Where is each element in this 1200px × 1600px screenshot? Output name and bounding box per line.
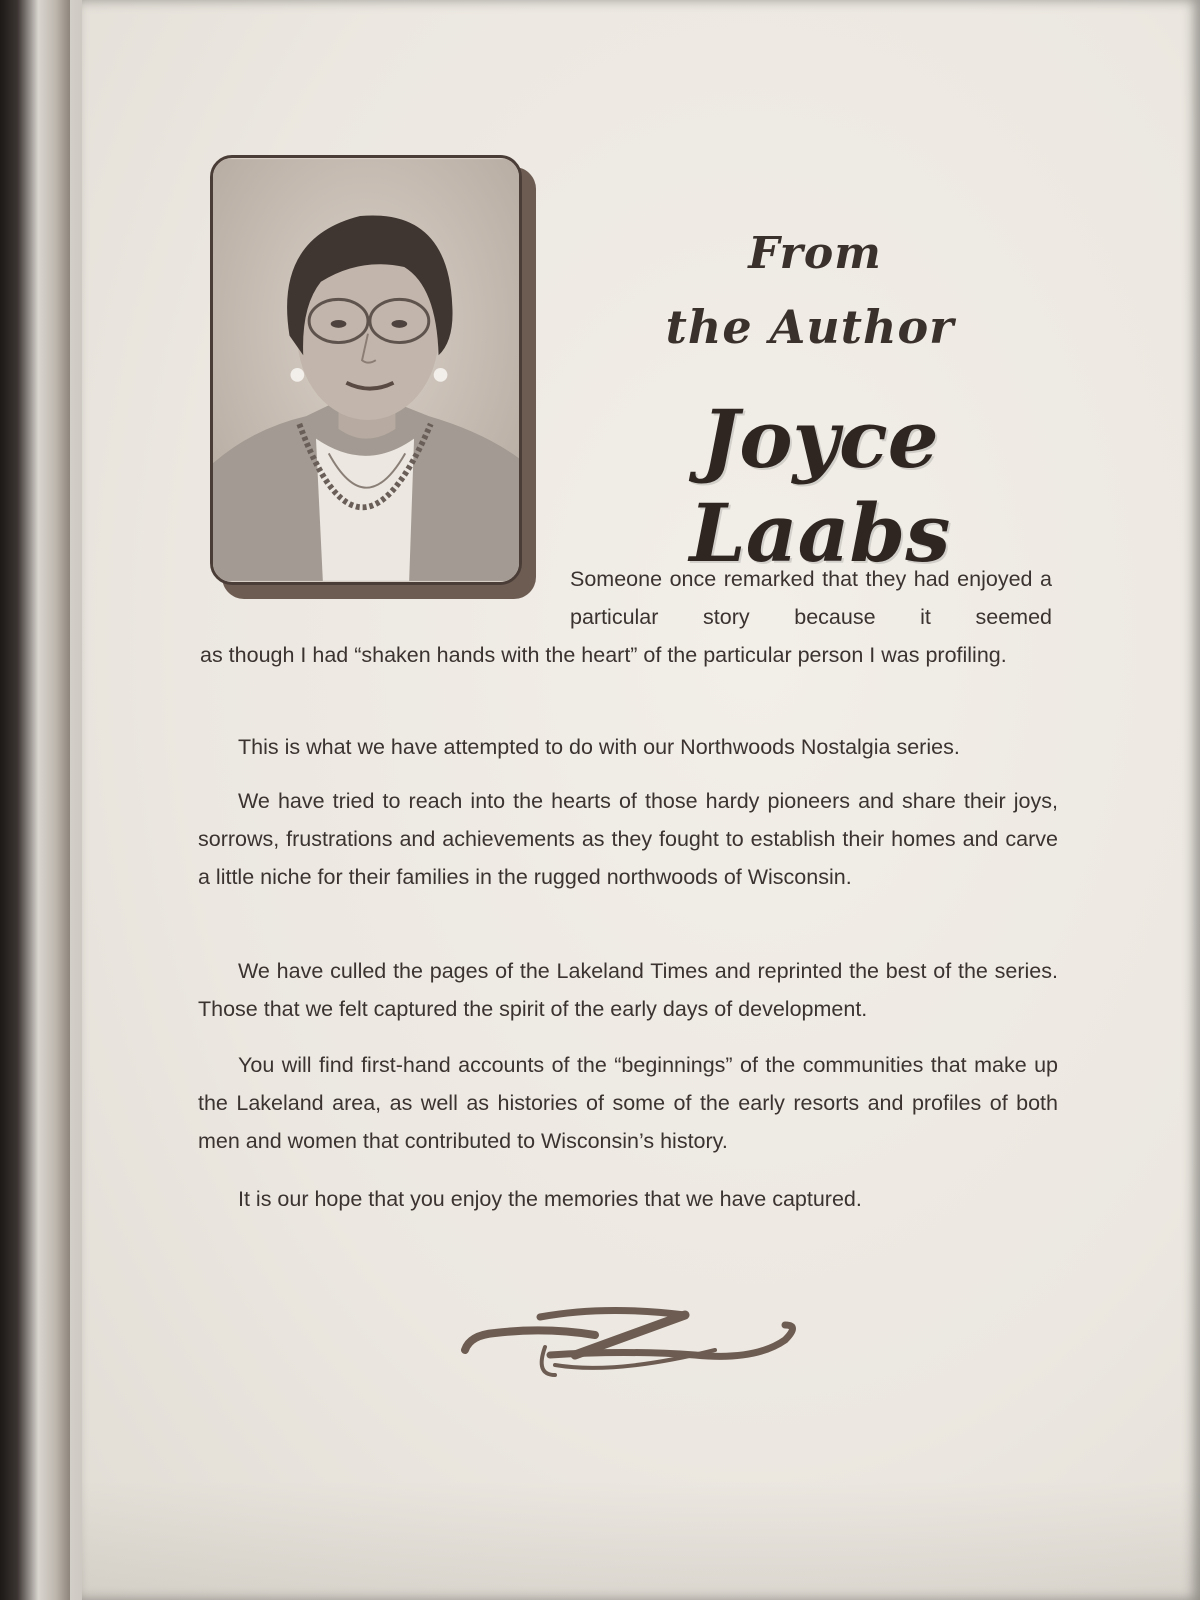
heading-from: From bbox=[748, 228, 882, 279]
paragraph: You will find first-hand accounts of the “beginnings” of the communities that make up the Lakeland area, as well as histories of some of the early resorts and profiles of both men and women that contributed to Wisconsin’s history. bbox=[198, 1053, 1058, 1153]
portrait-photo bbox=[210, 155, 522, 585]
paragraph: We have culled the pages of the Lakeland Times and reprinted the best of the series. Those that we felt captured the spirit of the early days of development. bbox=[198, 959, 1058, 1021]
author-portrait bbox=[210, 155, 526, 591]
intro-paragraph-end: as though I had “shaken hands with the heart” of the particular person I was profiling. bbox=[200, 643, 1007, 667]
page-shadow bbox=[82, 1480, 1200, 1600]
author-name: Joyce Laabs bbox=[689, 392, 951, 580]
paragraph: This is what we have attempted to do with our Northwoods Nostalgia series. bbox=[238, 735, 960, 759]
intro-paragraph-start: Someone once remarked that they had enjoyed a particular story because it seemed bbox=[570, 567, 1052, 629]
paragraph: We have tried to reach into the hearts of those hardy pioneers and share their joys, sorrows, frustrations and achievements as they fought to establish their homes and carve a little niche for their families in the rugged northwoods of Wisconsin. bbox=[198, 789, 1058, 889]
decorative-flourish-icon bbox=[455, 1295, 805, 1385]
book-spine-edge bbox=[0, 0, 70, 1600]
portrait-illustration bbox=[213, 158, 519, 582]
heading-the-author: the Author bbox=[665, 300, 955, 354]
paragraph: It is our hope that you enjoy the memories that we have captured. bbox=[238, 1187, 862, 1211]
